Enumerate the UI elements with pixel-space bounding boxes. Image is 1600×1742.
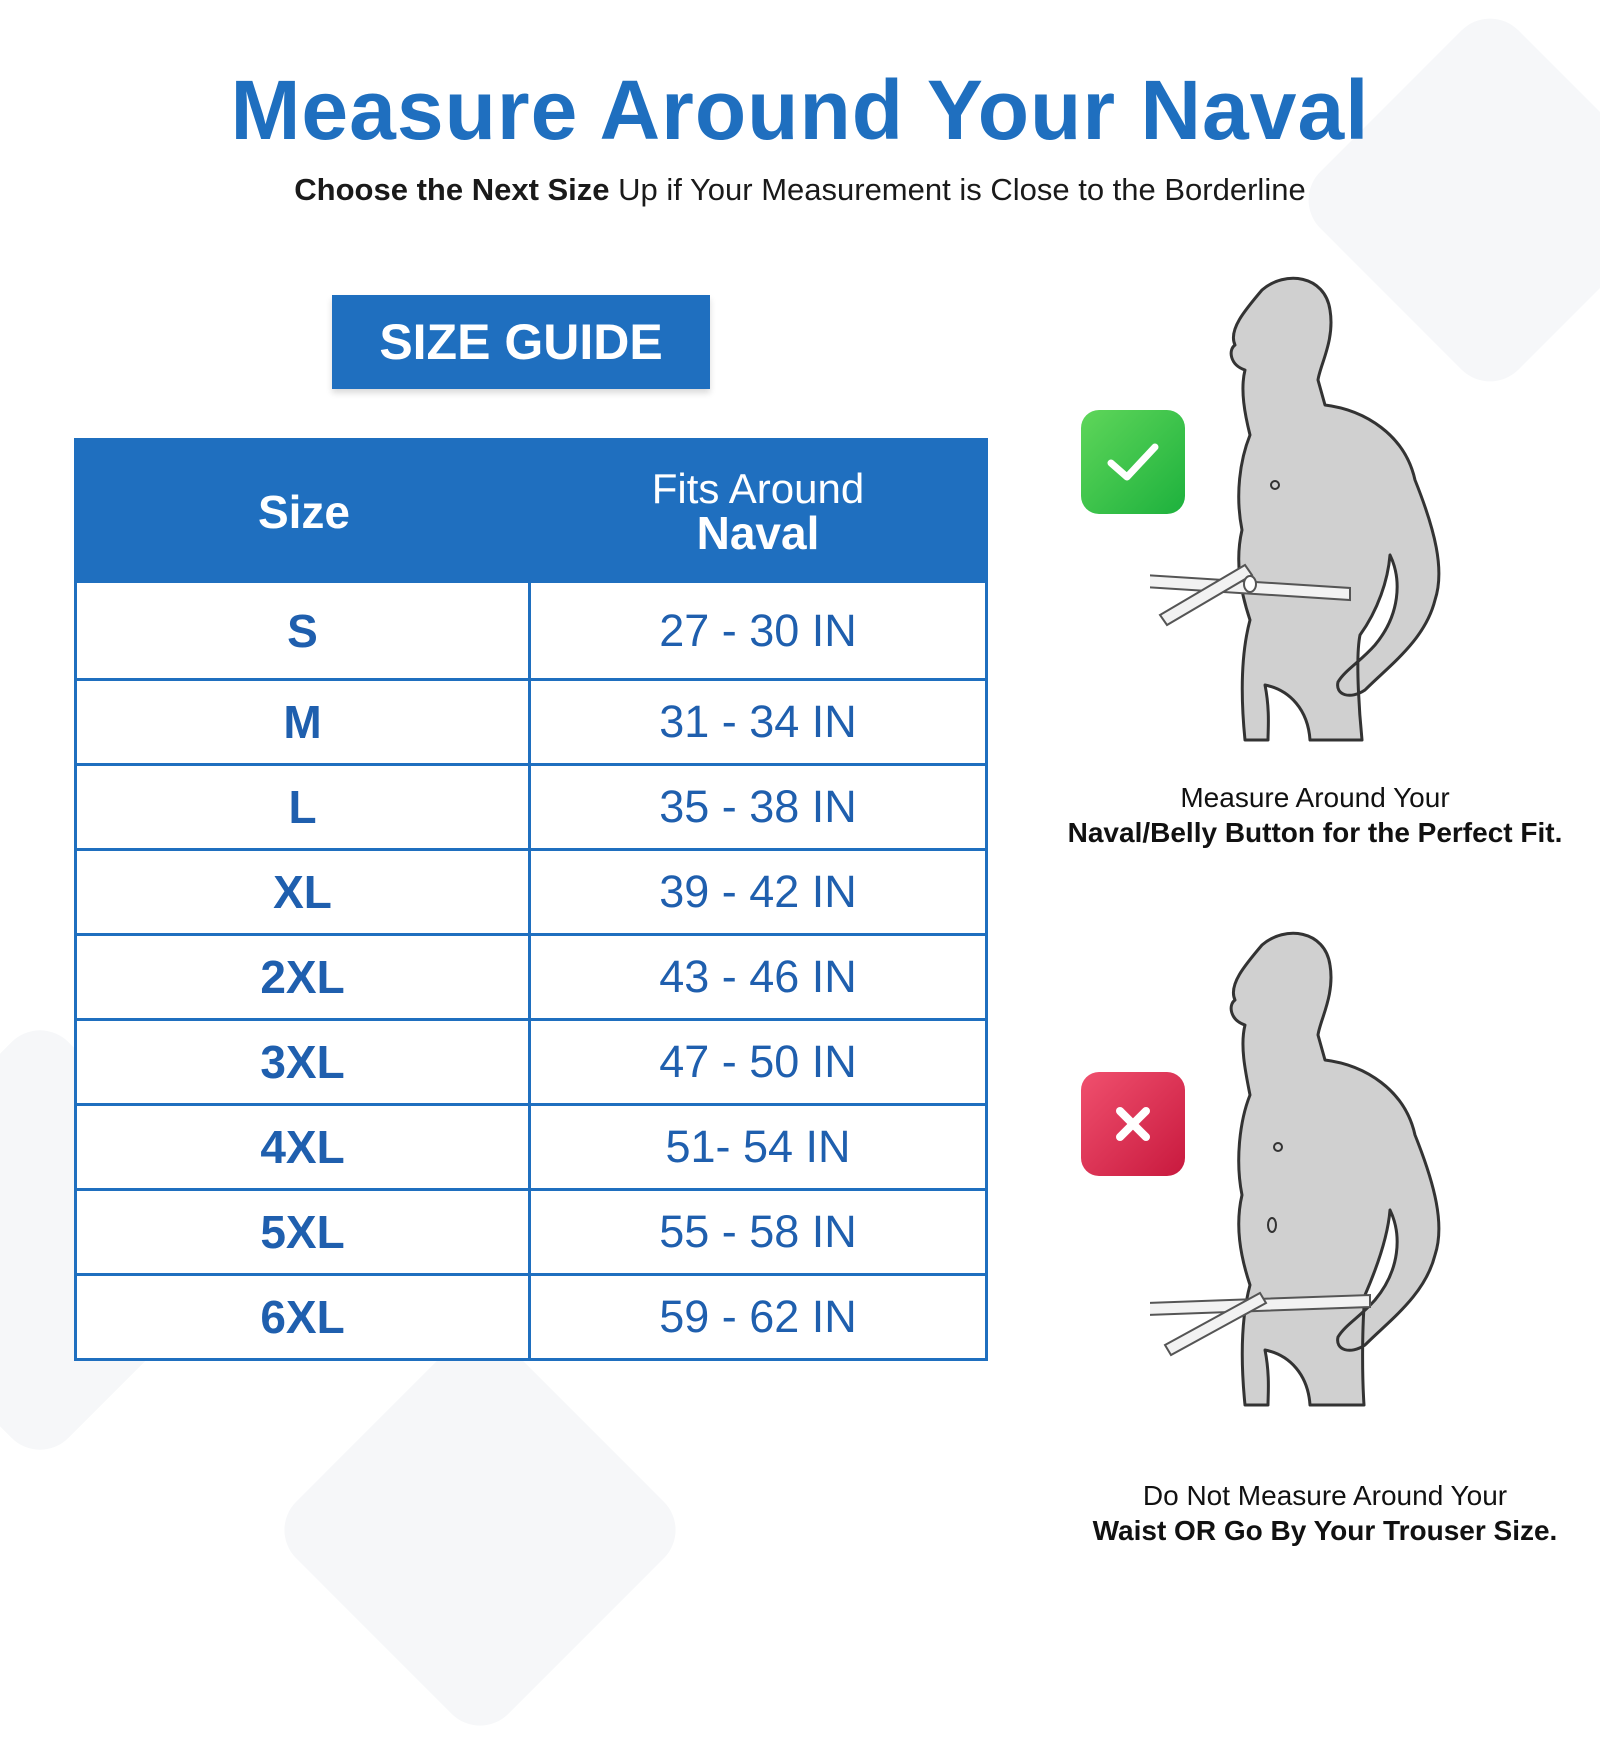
size-cell: XL: [77, 851, 531, 933]
header-size-cell: [77, 441, 531, 583]
size-guide-badge: SIZE GUIDE: [332, 295, 710, 389]
size-cell: M: [77, 681, 531, 763]
table-row: [77, 933, 985, 1018]
header-fits-cell: [531, 441, 985, 583]
table-row: [77, 1018, 985, 1103]
correct-caption-line2: Naval/Belly Button for the Perfect Fit.: [1067, 817, 1563, 848]
size-cell: 5XL: [77, 1191, 531, 1273]
size-cell: 3XL: [77, 1021, 531, 1103]
range-cell: 51- 54 IN: [665, 1121, 851, 1172]
header-fits-line1: Fits Around: [651, 465, 865, 512]
table-body: [77, 583, 985, 1358]
range-cell: 39 - 42 IN: [659, 866, 857, 917]
size-cell: 4XL: [77, 1106, 531, 1188]
header-size: Size: [257, 486, 351, 538]
size-cell: 6XL: [77, 1276, 531, 1358]
correct-caption-line1: Measure Around Your: [1180, 782, 1450, 813]
table-row: [77, 583, 985, 678]
table-header: [77, 441, 985, 583]
table-row: [77, 678, 985, 763]
range-cell: 27 - 30 IN: [659, 604, 857, 656]
range-cell: 43 - 46 IN: [659, 951, 857, 1002]
man-figure-correct: [1150, 270, 1480, 760]
background-shape: [268, 1318, 692, 1742]
size-cell: 2XL: [77, 936, 531, 1018]
size-table: [74, 438, 988, 1361]
page-title: Measure Around Your Naval: [230, 63, 1370, 157]
range-cell: 55 - 58 IN: [659, 1206, 857, 1257]
range-cell: 31 - 34 IN: [659, 696, 857, 747]
correct-caption: [1030, 780, 1600, 850]
subtitle-bold: Choose the Next Size: [294, 172, 610, 207]
header-fits-line2: Naval: [696, 507, 820, 559]
man-figure-incorrect: [1150, 925, 1480, 1425]
table-row: [77, 1188, 985, 1273]
size-cell: S: [77, 583, 531, 678]
page-subtitle: [0, 172, 1600, 208]
table-row: [77, 848, 985, 933]
range-cell: 59 - 62 IN: [659, 1291, 857, 1342]
incorrect-caption: [1050, 1478, 1600, 1548]
subtitle-rest: Up if Your Measurement is Close to the Borderline: [609, 172, 1306, 207]
table-row: [77, 1273, 985, 1358]
incorrect-caption-line2: Waist OR Go By Your Trouser Size.: [1092, 1515, 1558, 1546]
table-row: [77, 763, 985, 848]
table-row: [77, 1103, 985, 1188]
range-cell: 35 - 38 IN: [659, 781, 857, 832]
incorrect-caption-line1: Do Not Measure Around Your: [1142, 1480, 1508, 1511]
size-cell: L: [77, 766, 531, 848]
range-cell: 47 - 50 IN: [659, 1036, 857, 1087]
